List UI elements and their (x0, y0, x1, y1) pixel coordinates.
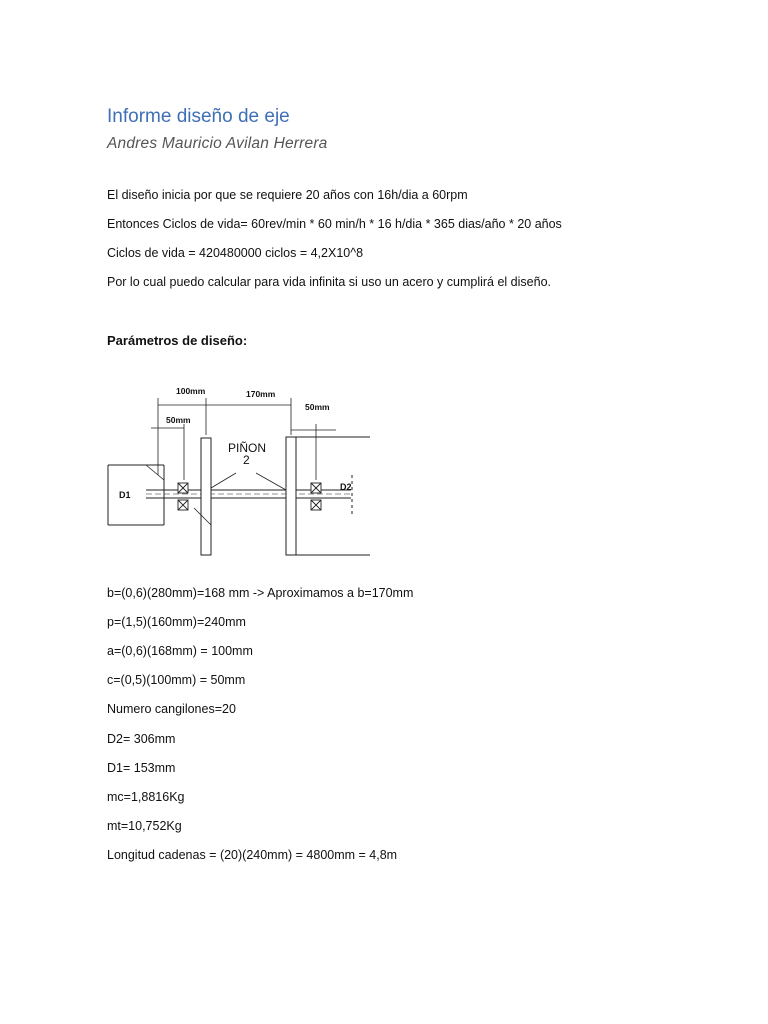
intro-line-2: Entonces Ciclos de vida= 60rev/min * 60 min/h * 16 h/dia * 365 dias/año * 20 años (107, 217, 562, 231)
intro-line-3: Ciclos de vida = 420480000 ciclos = 4,2X10^8 (107, 246, 364, 260)
dim-170mm: 170mm (246, 389, 276, 399)
param-mt: mt=10,752Kg (107, 819, 182, 833)
param-b: b=(0,6)(280mm)=168 mm -> Aproximamos a b=170mm (107, 586, 414, 600)
drum-d2 (296, 437, 370, 555)
param-cangilones: Numero cangilones=20 (107, 702, 236, 716)
pinion-plate-right (286, 437, 296, 555)
param-p: p=(1,5)(160mm)=240mm (107, 615, 246, 629)
shaft-diagram (106, 380, 374, 560)
param-a: a=(0,6)(168mm) = 100mm (107, 644, 253, 658)
d1-label: D1 (119, 490, 131, 500)
param-d1: D1= 153mm (107, 761, 176, 775)
intro-line-4: Por lo cual puedo calcular para vida infinita si uso un acero y cumplirá el diseño. (107, 275, 551, 289)
drum-d1 (108, 465, 164, 525)
pinion-plate-left (201, 438, 211, 555)
document-title: Informe diseño de eje (107, 106, 290, 127)
dim-50mm-left: 50mm (166, 415, 191, 425)
pinion-number: 2 (243, 453, 250, 467)
section-heading: Parámetros de diseño: (107, 333, 248, 348)
intro-line-1: El diseño inicia por que se requiere 20 años con 16h/dia a 60rpm (107, 188, 468, 202)
param-d2: D2= 306mm (107, 732, 176, 746)
document-author: Andres Mauricio Avilan Herrera (107, 135, 328, 152)
d2-label: D2 (340, 482, 352, 492)
dim-100mm: 100mm (176, 386, 206, 396)
pinion-leaders (146, 465, 286, 525)
param-longitud-cadenas: Longitud cadenas = (20)(240mm) = 4800mm = 4,8m (107, 848, 398, 862)
bearing-left (178, 483, 188, 510)
pinion-label: PIÑON (228, 441, 267, 455)
bearing-right (311, 483, 321, 510)
param-mc: mc=1,8816Kg (107, 790, 185, 804)
param-c: c=(0,5)(100mm) = 50mm (107, 673, 246, 687)
dim-50mm-right: 50mm (305, 402, 330, 412)
